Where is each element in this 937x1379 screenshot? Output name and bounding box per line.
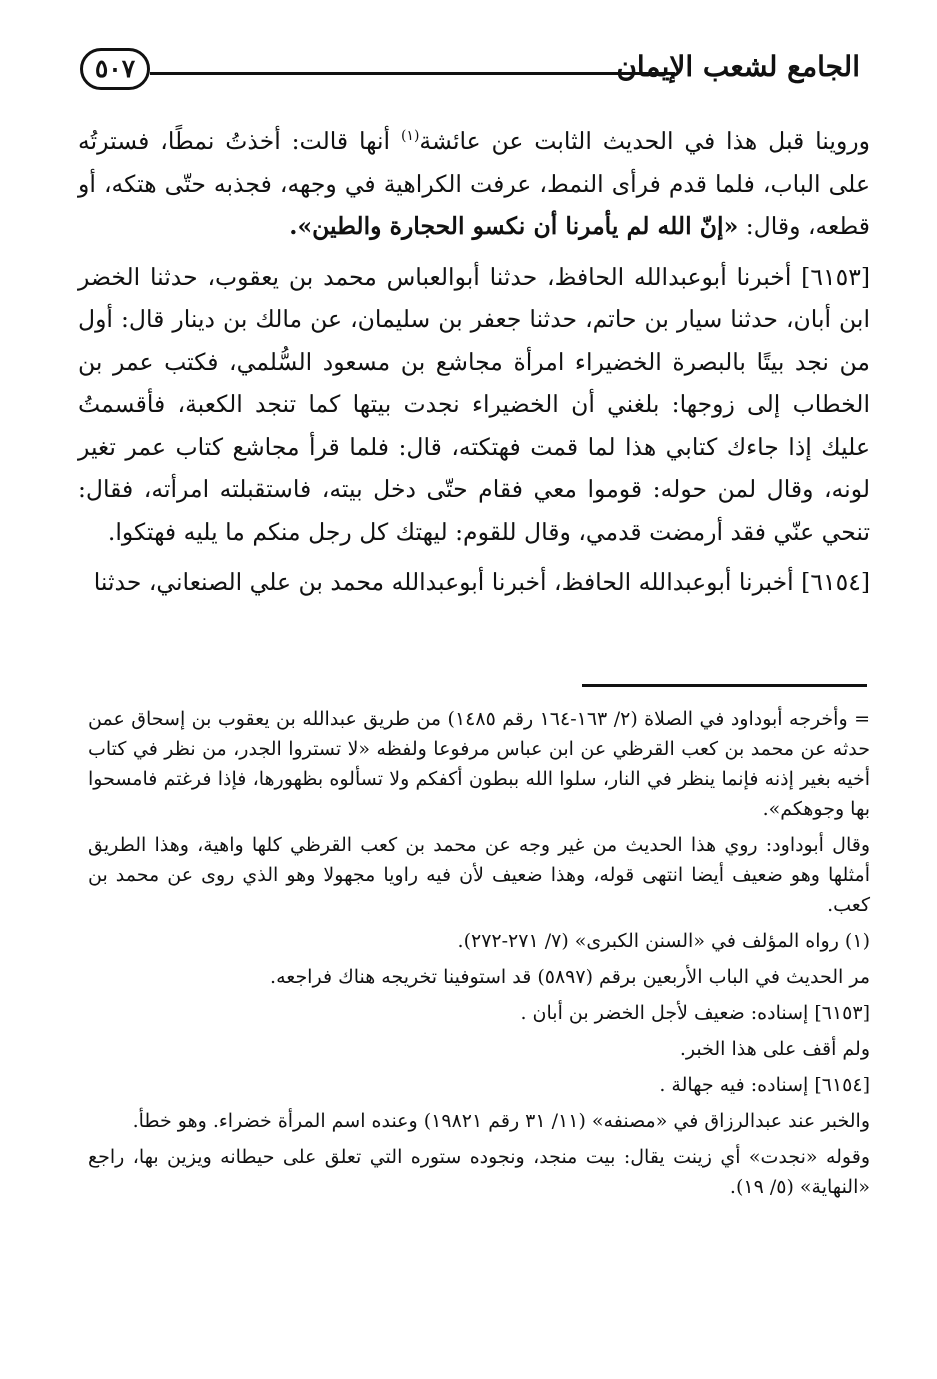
footnote-text: ولم أقف على هذا الخبر. xyxy=(679,1038,870,1060)
footnote-text: وقال أبوداود: روي هذا الحديث من غير وجه عن محمد بن كعب القرظي كلها واهية، وهذا الطريق أمثلها وهو ضعيف أيضا انتهى قوله، وهذا ضعيف لأن فيه راويا مجهولا وهو الذي روى عن محمد بن كعب. xyxy=(88,834,870,916)
footnotes xyxy=(88,704,870,1208)
footnote-text: مر الحديث في الباب الأربعين برقم (٥٨٩٧) قد استوفينا تخريجه هناك فراجعه. xyxy=(270,966,870,988)
footnote-text: والخبر عند عبدالرزاق في «مصنفه» (١١/ ٣١ رقم ١٩٨٢١) وعنده اسم المرأة خضراء. وهو خطأ. xyxy=(132,1110,870,1132)
footnote-separator xyxy=(582,684,867,687)
footnote-text: (١) رواه المؤلف في «السنن الكبرى» (٧/ ٢٧١-٢٧٢). xyxy=(457,930,870,952)
footnote-text: [٦١٥٤] إسناده: فيه جهالة . xyxy=(659,1074,870,1096)
footnote-text: وقوله «نجدت» أي زينت يقال: بيت منجد، ونجوده ستوره التي تعلق على حيطانه ويزين بها، راجع «النهاية» (٥/ ١٩). xyxy=(88,1146,870,1198)
paragraph-6154: [٦١٥٤] أخبرنا أبوعبدالله الحافظ، أخبرنا أبوعبدالله محمد بن علي الصنعاني، حدثنا xyxy=(93,568,870,596)
header-rule xyxy=(150,72,675,75)
footnote-text: [٦١٥٣] إسناده: ضعيف لأجل الخضر بن أبان . xyxy=(520,1002,870,1024)
footnote-ref: (١) xyxy=(400,128,420,145)
hadith-quote: «إنّ الله لم يأمرنا أن نكسو الحجارة والطين». xyxy=(289,212,739,240)
main-text xyxy=(78,120,870,612)
paragraph-aisha: وروينا قبل هذا في الحديث الثابت عن عائشة$^{(١)}$ أنها قالت: أخذتُ نمطًا، فسترتُه على الباب، فلما قدم فرأى النمط، عرفت الكراهية في وجهه، فجذبه حتّى هتكه، أو قطعه، وقال: «إنّ الله لم يأمرنا أن نكسو الحجارة والطين». xyxy=(78,127,870,240)
footnote-text: = وأخرجه أبوداود في الصلاة (٢/ ١٦٣-١٦٤ رقم ١٤٨٥) من طريق عبدالله بن يعقوب بن إسحاق عمن حدثه عن محمد بن كعب القرظي عن ابن عباس مرفوعا ولفظه «لا تستروا الجدر، من نظر في كتاب أخيه بغير إذنه فإنما ينظر في النار، سلوا الله ببطون أكفكم ولا تسألوه بظهورها، فإذا فرغتم فامسحوا بها وجوهكم». xyxy=(88,708,870,820)
page-number: ٥٠٧ xyxy=(80,48,150,90)
page-header xyxy=(80,40,870,110)
paragraph-6153: [٦١٥٣] أخبرنا أبوعبدالله الحافظ، حدثنا أبوالعباس محمد بن يعقوب، حدثنا الخضر ابن أبان، حدثنا سيار بن حاتم، حدثنا جعفر بن سليمان، عن مالك بن دينار قال: أول من نجد بيتًا بالبصرة الخضيراء امرأة مجاشع بن مسعود السُّلمي، فكتب عمر بن الخطاب إلى زوجها: بلغني أن الخضيراء نجدت بيتها كما تنجد الكعبة، فأقسمتُ عليك إذا جاءك كتابي هذا لما قمت فهتكته، قال: فلما قرأ مجاشع كتاب عمر تغير لونه، وقال لمن حوله: قوموا معي فقام حتّى دخل بيته، فاستقبلته امرأته، فقال: تنحي عنّي فقد أرمضت قدمي، وقال للقوم: ليهتك كل رجل منكم ما يليه فهتكوا. xyxy=(78,262,870,546)
running-title: الجامع لشعب الإيمان xyxy=(616,50,860,83)
